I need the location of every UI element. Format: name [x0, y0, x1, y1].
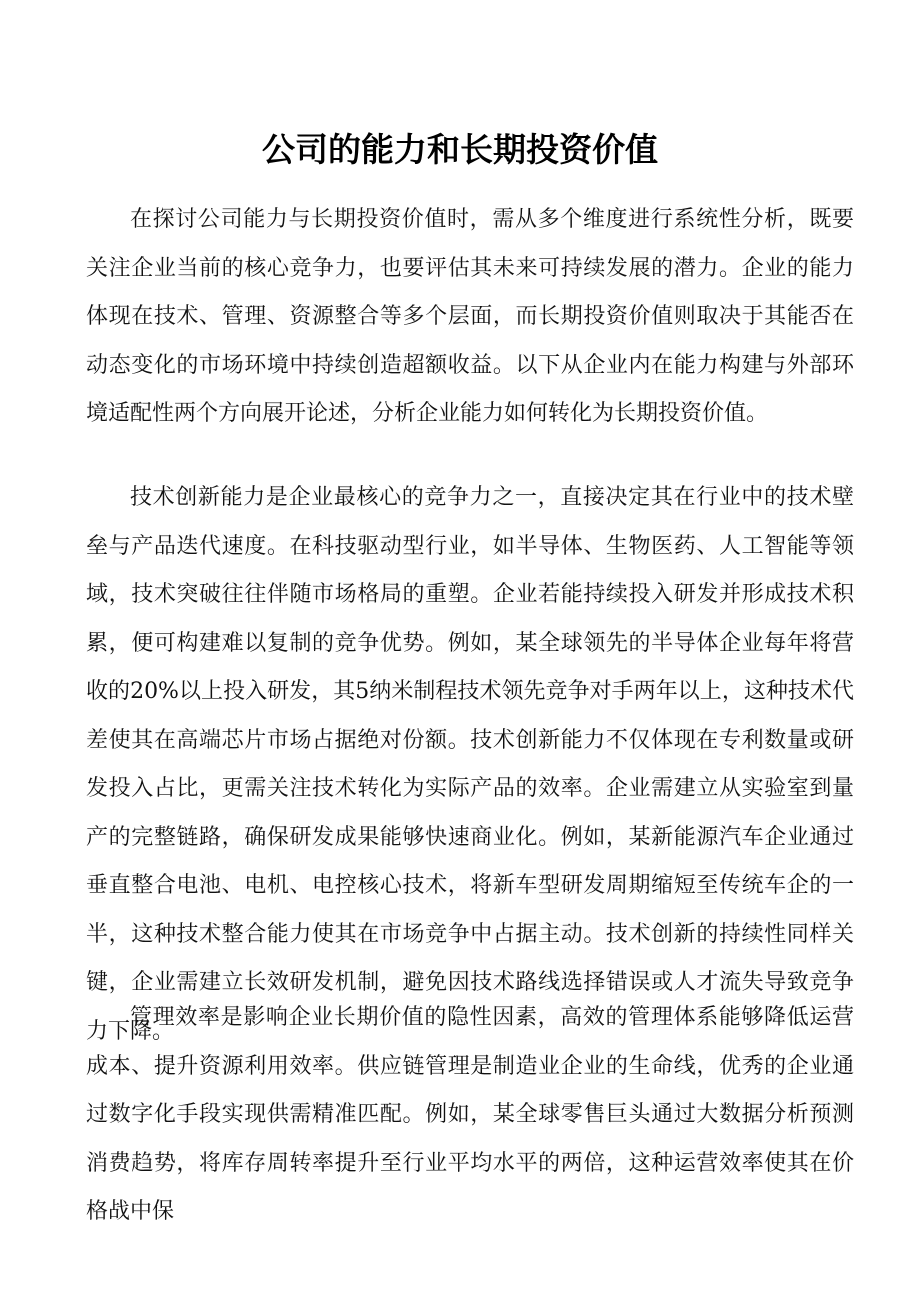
paragraph-tech-innovation: 技术创新能力是企业最核心的竞争力之一，直接决定其在行业中的技术壁垒与产品迭代速度。在科技驱动型行业，如半导体、生物医药、人工智能等领域，技术突破往往伴随市场格局的重塑。企业若能持续投入研发并形成技术积累，便可构建难以复制的竞争优势。例如，某全球领先的半导体企业每年将营收的20%以上投入研发，其5纳米制程技术领先竞争对手两年以上，这种技术代差使其在高端芯片市场占据绝对份额。技术创新能力不仅体现在专利数量或研发投入占比，更需关注技术转化为实际产品的效率。企业需建立从实验室到量产的完整链路，确保研发成果能够快速商业化。例如，某新能源汽车企业通过垂直整合电池、电机、电控核心技术，将新车型研发周期缩短至传统车企的一半，这种技术整合能力使其在市场竞争中占据主动。技术创新的持续性同样关键，企业需建立长效研发机制，避免因技术路线选择错误或人才流失导致竞争力下降。 — [86, 485, 854, 1044]
page-title: 公司的能力和长期投资价值 — [262, 130, 658, 169]
paragraph-intro: 在探讨公司能力与长期投资价值时，需从多个维度进行系统性分析，既要关注企业当前的核心竞争力，也要评估其未来可持续发展的潜力。企业的能力体现在技术、管理、资源整合等多个层面，而长期投资价值则取决于其能否在动态变化的市场环境中持续创造超额收益。以下从企业内在能力构建与外部环境适配性两个方向展开论述，分析企业能力如何转化为长期投资价值。 — [86, 207, 854, 426]
paragraph-management-efficiency: 管理效率是影响企业长期价值的隐性因素，高效的管理体系能够降低运营成本、提升资源利用效率。供应链管理是制造业企业的生命线，优秀的企业通过数字化手段实现供需精准匹配。例如，某全球零售巨头通过大数据分析预测消费趋势，将库存周转率提升至行业平均水平的两倍，这种运营效率使其在价格战中保 — [86, 1005, 854, 1224]
